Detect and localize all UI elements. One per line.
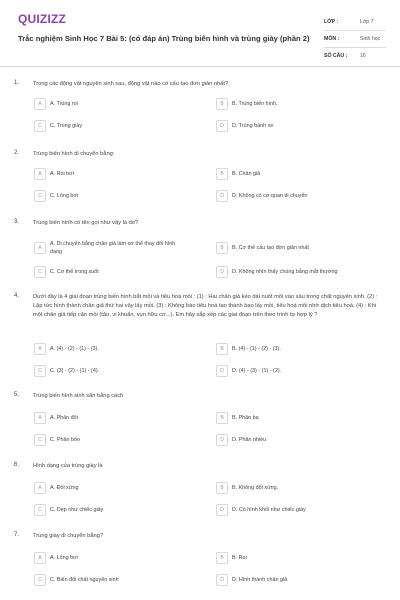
- option-letter-box: D: [216, 504, 228, 516]
- option-text: B. Roi: [232, 554, 247, 561]
- option-text: B. (4) - (1) - (2) - (3).: [232, 345, 281, 352]
- meta-value: Sinh học: [360, 36, 381, 42]
- meta-row-count: [324, 48, 386, 64]
- meta-value: 16: [360, 53, 366, 59]
- option-letter-box: C: [34, 120, 46, 132]
- question-number: 6.: [14, 462, 20, 468]
- option-letter-box: D: [216, 120, 228, 132]
- option-letter-box: A: [34, 242, 46, 254]
- question-text: Trùng biến hình có tên gọi như vậy là do?: [33, 220, 139, 226]
- meta-value: Lớp 7: [360, 19, 374, 25]
- option-text: B. Trùng biến hình.: [232, 100, 278, 107]
- question-number: 1.: [14, 80, 20, 86]
- meta-key: MÔN :: [324, 36, 340, 42]
- option-letter-box: B: [216, 412, 228, 424]
- quizizz-logo: QUIZIZZ: [18, 12, 67, 26]
- option-letter-box: D: [216, 190, 228, 202]
- option-text: A. Roi bơi: [50, 170, 74, 177]
- option-text: A. Di chuyển bằng chân giả làm cơ thể thay đổi hình dạng: [50, 240, 176, 255]
- option-text: C. Dẹp như chiếc giày: [50, 506, 104, 513]
- option-text: C. (3) - (2) - (1) - (4).: [50, 367, 100, 374]
- option-text: C. Trùng giày: [50, 122, 83, 129]
- option-text: D. Có hình khối như chiếc giày: [232, 506, 306, 513]
- option-letter-box: C: [34, 266, 46, 278]
- option-text: A. Lông bơi: [50, 554, 78, 561]
- option-text: C. Phân bốn: [50, 436, 80, 443]
- option-letter-box: B: [216, 168, 228, 180]
- option-letter-box: C: [34, 574, 46, 586]
- question-number: 4.: [14, 293, 20, 299]
- meta-panel: [324, 14, 386, 64]
- option-letter-box: A: [34, 343, 46, 355]
- option-text: D. Không có cơ quan di chuyển: [232, 192, 308, 199]
- option-text: A. Trùng roi: [50, 100, 78, 107]
- question-text: Trùng biến hình di chuyển bằng:: [33, 151, 115, 157]
- option-text: B. Phân ba: [232, 414, 259, 421]
- question-number: 5.: [14, 392, 20, 398]
- option-text: A. (4) - (2) - (1) - (3).: [50, 345, 99, 352]
- option-letter-box: B: [216, 552, 228, 564]
- option-letter-box: D: [216, 365, 228, 377]
- option-letter-box: D: [216, 434, 228, 446]
- option-text: C. Lông bơi: [50, 192, 79, 199]
- option-letter-box: A: [34, 482, 46, 494]
- option-letter-box: A: [34, 98, 46, 110]
- option-text: B. Chân giả: [232, 170, 261, 177]
- option-text: A. Đối xứng: [50, 484, 79, 491]
- option-letter-box: C: [34, 365, 46, 377]
- option-text: B. Cơ thể cấu tạo đơn giản nhất: [232, 244, 309, 251]
- option-letter-box: D: [216, 574, 228, 586]
- option-letter-box: B: [216, 343, 228, 355]
- question-text: Trong các động vật nguyên sinh sau, động vật nào có cấu tạo đơn giản nhất?: [33, 81, 229, 87]
- option-letter-box: A: [34, 168, 46, 180]
- question-text: Dưới đây là 4 giai đoạn trùng biến hình bắt mồi và tiêu hoá mồi : (1) : Hai chân giả kéo dài nuốt mồi vào sâu trong chất nguyên sinh. (2) : Lập tức hình thành chân giả thứ hai vây lấy mồi. (3) : Không bào tiêu hoá tạo thành bao lấy mồi, tiêu hoá mồi nhờ dịch tiêu hoá. (4) : Khi một chân giả tiếp cận mồi (tảo, vi khuẩn, vụn hữu cơ...). Em hãy sắp xếp các giai đoạn trên theo trình tự hợp lý ?: [33, 294, 378, 318]
- header-divider: [0, 66, 400, 67]
- option-letter-box: A: [34, 552, 46, 564]
- option-letter-box: B: [216, 242, 228, 254]
- option-text: D. Hình thành chân giả: [232, 576, 288, 583]
- question-number: 2.: [14, 150, 20, 156]
- option-text: D. (4) - (3) - (1) - (2).: [232, 367, 282, 374]
- option-letter-box: C: [34, 190, 46, 202]
- question-text: Trùng giày di chuyển bằng?: [33, 533, 103, 539]
- option-text: C. Cơ thể trong suốt: [50, 268, 99, 275]
- page-title: Trắc nghiệm Sinh Học 7 Bài 5: (có đáp án) Trùng biến hình và trùng giày (phần 2): [18, 34, 310, 43]
- option-text: D. Không nhìn thấy chúng bằng mắt thường: [232, 268, 338, 275]
- option-text: D. Phân nhiều: [232, 436, 267, 443]
- option-letter-box: C: [34, 434, 46, 446]
- question-text: Trùng biến hình sinh sản bằng cách: [33, 393, 124, 399]
- option-letter-box: B: [216, 482, 228, 494]
- question-text: Hình dạng của trùng giày là: [33, 463, 103, 469]
- meta-key: LỚP :: [324, 19, 339, 25]
- meta-row-grade: [324, 14, 386, 31]
- option-text: D. Trùng bánh xe: [232, 122, 274, 129]
- option-text: B. Không đối xứng.: [232, 484, 279, 491]
- question-number: 3.: [14, 219, 20, 225]
- option-letter-box: D: [216, 266, 228, 278]
- meta-key: SỐ CÂU :: [324, 53, 348, 59]
- option-letter-box: B: [216, 98, 228, 110]
- option-letter-box: A: [34, 412, 46, 424]
- option-letter-box: C: [34, 504, 46, 516]
- option-text: A. Phân đôi: [50, 414, 78, 421]
- option-text: C. Biến đổi chất nguyên sinh: [50, 576, 119, 583]
- meta-row-subject: [324, 31, 386, 48]
- question-number: 7.: [14, 532, 20, 538]
